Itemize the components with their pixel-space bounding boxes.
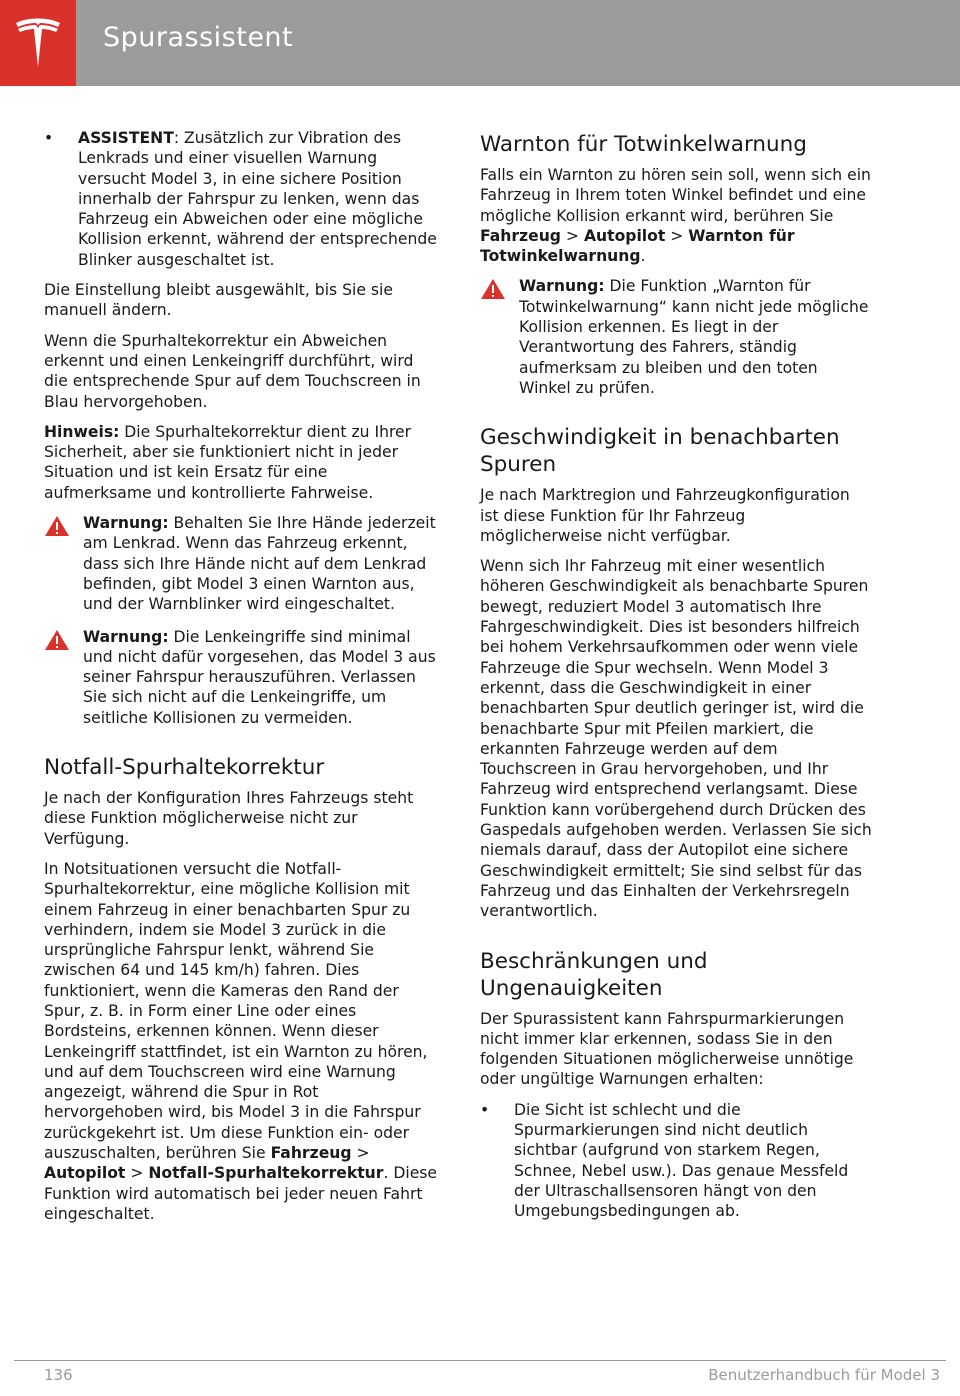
page-number: 136 <box>44 1366 73 1384</box>
footer-divider <box>14 1360 946 1361</box>
page-title: Spurassistent <box>103 22 294 53</box>
paragraph-text: Falls ein Warnton zu hören sein soll, wenn sich ein Fahrzeug in Ihrem toten Winkel befindet und eine mögliche Kollision erkannt wird, berühren Sie <box>480 166 871 225</box>
paragraph: Je nach Marktregion und Fahrzeugkonfiguration ist diese Funktion für Ihr Fahrzeug möglicherweise nicht verfügbar. <box>480 486 850 545</box>
warning-icon <box>44 515 70 537</box>
paragraph: Je nach der Konfiguration Ihres Fahrzeugs steht diese Funktion möglicherweise nicht zur Verfügung. <box>44 789 414 848</box>
warning-text: Behalten Sie Ihre Hände jederzeit am Lenkrad. Wenn das Fahrzeug erkennt, dass sich Ihre Hände nicht auf dem Lenkrad befinden, gibt Model 3 einen Warnton aus, und der Warnblinker wird eingeschaltet. <box>83 514 436 614</box>
path-separator: > <box>125 1164 149 1183</box>
header-bar <box>0 0 960 86</box>
section-heading: Notfall-Spurhaltekorrektur <box>44 755 325 781</box>
note <box>44 422 439 503</box>
menu-path-autopilot: Autopilot <box>44 1164 126 1183</box>
bullet-text: Die Sicht ist schlecht und die Spurmarkierungen sind nicht deutlich sichtbar (aufgrund von starkem Regen, Schnee, Nebel usw.). Das genaue Messfeld der Ultraschallsensoren hängt von den Umgebungsbedingungen ab. <box>514 1100 849 1221</box>
menu-path-vehicle: Fahrzeug <box>270 1144 352 1163</box>
bullet-term: ASSISTENT <box>78 129 174 147</box>
note-text: Die Spurhaltekorrektur dient zu Ihrer Sicherheit, aber sie funktioniert nicht in jeder Situation und ist kein Ersatz für eine aufmerksame und kontrollierte Fahrweise. <box>44 422 412 502</box>
menu-path-vehicle: Fahrzeug <box>480 226 561 245</box>
warning-text: Die Funktion „Warnton für Totwinkelwarnung“ kann nicht jede mögliche Kollision erkennen. Es liegt in der Verantwortung des Fahrers, ständig aufmerksam zu bleiben und den toten Winkel zu prüfen. <box>519 277 869 397</box>
tesla-logo <box>0 0 76 86</box>
paragraph: Wenn die Spurhaltekorrektur ein Abweichen erkennt und einen Lenkeingriff durchführt, wird die entsprechende Spur auf dem Touchscreen in Blau hervorgehoben. <box>44 331 421 411</box>
warning-block <box>480 276 872 398</box>
menu-path-blindspot-chime: Warnton für Totwinkelwarnung <box>480 226 795 266</box>
warning-block <box>44 627 439 728</box>
manual-title: Benutzerhandbuch für Model 3 <box>708 1366 940 1384</box>
paragraph <box>44 859 439 1224</box>
warning-icon <box>44 629 70 651</box>
warning-text: Die Lenkeingriffe sind minimal und nicht dafür vorgesehen, das Model 3 aus seiner Fahrspur herauszuführen. Verlassen Sie sich nicht auf die Lenkeingriffe, um seitliche Kollisionen zu vermeiden. <box>83 627 436 727</box>
paragraph <box>480 165 872 266</box>
warning-label: Warnung: <box>519 277 605 296</box>
paragraph-text: . Diese Funktion wird automatisch bei jeder neuen Fahrt eingeschaltet. <box>44 1164 438 1223</box>
left-column <box>44 128 439 1234</box>
warning-label: Warnung: <box>83 627 169 646</box>
warning-block <box>44 513 439 614</box>
path-separator: > <box>560 226 584 245</box>
paragraph: Die Einstellung bleibt ausgewählt, bis Sie sie manuell ändern. <box>44 281 393 320</box>
paragraph: Der Spurassistent kann Fahrspurmarkierungen nicht immer klar erkennen, sodass Sie in den folgenden Situationen möglicherweise unnötige oder ungültige Warnungen erhalten: <box>480 1009 854 1089</box>
list-item <box>44 128 439 270</box>
paragraph: Wenn sich Ihr Fahrzeug mit einer wesentlich höheren Geschwindigkeit als benachbarte Spuren bewegt, reduziert Model 3 automatisch Ihre Fahrgeschwindigkeit. Dies ist besonders hilfreich bei hohem Verkehrsaufkommen oder wenn viele Fahrzeuge die Spur wechseln. Wenn Model 3 erkennt, dass die Geschwindigkeit in einer benachbarten Spur deutlich geringer ist, wird die benachbarte Spur mit Pfeilen markiert, die erkannten Fahrzeuge werden auf dem Touchscreen in Grau hervorgehoben, und Ihr Fahrzeug wird entsprechend verlangsamt. Diese Funktion kann vorübergehend durch Drücken des Gaspedals aufgehoben werden. Verlassen Sie sich niemals darauf, dass der Autopilot eine sichere Geschwindigkeit ermittelt; Sie sind selbst für das Fahrzeug und das Einhalten der Verkehrsregeln verantwortlich. <box>480 557 872 921</box>
section-heading: Warnton für Totwinkelwarnung <box>480 132 807 157</box>
paragraph-text: In Notsituationen versucht die Notfall-Spurhaltekorrektur, eine mögliche Kollision mit einem Fahrzeug in einer benachbarten Spur zu verhindern, indem sie Model 3 zurück in die ursprüngliche Fahrspur lenkt, während Sie zwischen 64 und 145 km/h) fahren. Dies funktioniert, wenn die Kameras den Rand der Spur, z. B. in Form einer Line oder eines Bordsteins, erkennen können. Wenn dieser Lenkeingriff stattfindet, ist ein Warnton zu hören, und auf dem Touchscreen wird eine Warnung angezeigt, während die Spur in Rot hervorgehoben wird, bis Model 3 in die Fahrspur zurückgekehrt ist. Um diese Funktion ein- oder auszuschalten, berühren Sie <box>44 859 428 1163</box>
list-item <box>480 1100 872 1222</box>
right-column <box>480 128 872 1231</box>
paragraph-text: . <box>640 247 646 266</box>
bullet-icon: • <box>44 129 54 147</box>
menu-path-autopilot: Autopilot <box>583 226 666 245</box>
section-heading: Beschränkungen und Ungenauigkeiten <box>480 948 708 1001</box>
bullet-text: : Zusätzlich zur Vibration des Lenkrads und einer visuellen Warnung versucht Model 3, in eine sichere Position innerhalb der Fahrspur zu lenken, wenn das Fahrzeug ein Abweichen oder eine mögliche Kollision erkennt, während der entsprechende Blinker ausgeschaltet ist. <box>78 129 437 269</box>
path-separator: > <box>351 1144 370 1163</box>
warning-label: Warnung: <box>83 514 169 533</box>
warning-icon <box>480 278 506 300</box>
path-separator: > <box>665 226 689 245</box>
section-heading: Geschwindigkeit in benachbarten Spuren <box>480 425 840 478</box>
tesla-logo-icon <box>14 15 62 71</box>
note-label: Hinweis: <box>44 422 120 441</box>
menu-path-emergency-lane: Notfall-Spurhaltekorrektur <box>148 1164 384 1183</box>
bullet-icon: • <box>480 1100 490 1119</box>
